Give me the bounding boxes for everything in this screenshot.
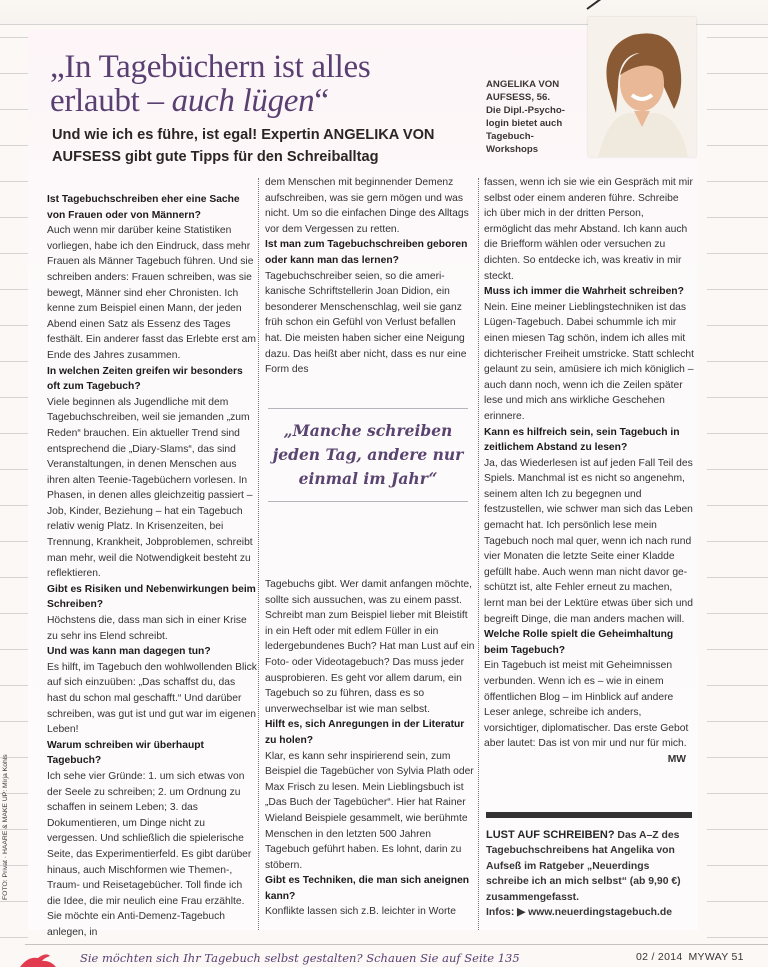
interview-answer: Höchstens die, dass man sich in einer Krise zu sehr ins Elend schreibt. [47,615,247,642]
interview-question: Gibt es Techniken, die man sich aneignen kann? [265,875,470,902]
interview-answer: Es hilft, im Tagebuch den wohlwollenden Blick auf sich einzuüben: „Das schaffst du, das hast du schon mal geschafft.“ Und darüber schreiben, was gut ist und gut war im eigenen Leben! [47,661,257,736]
interview-question: In welchen Zeiten greifen wir besonders oft zum Tagebuch? [47,365,243,393]
ruling-line [0,181,28,182]
ruling-line [707,433,768,434]
ruling-line [707,613,768,614]
ruling-line [707,361,768,362]
ruling-line [707,937,768,938]
ruling-line [707,145,768,146]
info-box-label: Infos: [486,907,515,919]
footer-rule [25,944,768,945]
interview-answer: Ich sehe vier Gründe: 1. um sich etwas von der Seele zu schreiben; 2. um Ordnung zu schaffen in seinem Leben; 3. das Dokumentieren, um Dinge nicht zu vergessen. Und schließlich die spielerische Seite, das Experimentierfeld. Es gibt darüber hinaus, auch Mischformen wie Themen-, Traum- und Reisetagebücher. Toll finde ich die Idee, die mir neulich eine Frau erzählte. Sie möchte ein Anti-Demenz-Tagebuch anlegen, in [47,770,252,938]
ruling-line [707,865,768,866]
pull-quote: „Manche schreiben jeden Tag, andere nur einmal im Jahr“ [268,408,468,502]
headline-line-2-wrap [50,84,478,118]
ruling-line [0,433,28,434]
ruling-line [0,73,28,74]
ruling-line [0,325,28,326]
ruling-line [0,685,28,686]
ruling-line [707,289,768,290]
headline-close-quote: “ [314,83,329,119]
ruling-line [707,829,768,830]
portrait-caption-name: ANGELIKA VON AUFSESS, 56. [486,79,560,103]
triangle-right-icon: ▶ [517,907,526,919]
ruling-line [0,613,28,614]
ruling-line [707,37,768,38]
interview-answer: Klar, es kann sehr inspirierend sein, zum Beispiel die Tagebücher von Sylvia Plath oder Max Frisch zu lesen. Mein Lieblingsbuch ist „Das Buch der Tagebücher“. Hier hat Rainer Wieland Beispiele gesammelt, wie berühmte Menschen in den letzten 500 Jahren Tagebuch geführt haben. Es lohnt, darin zu stöbern. [265,750,474,871]
ruling-line [0,469,28,470]
interview-question: Warum schreiben wir überhaupt Tagebuch? [47,739,204,767]
photo-credit: FOTO: Privat · HAARE & MAKE UP: Mirja Kohls [2,754,9,900]
subheadline: Und wie ich es führe, ist egal! Expertin ANGELIKA VON AUFSESS gibt gute Tipps für den Schreiballtag [52,127,435,165]
ruling-line [0,217,28,218]
ruling-line [707,541,768,542]
ruling-line [707,109,768,110]
ruling-line [707,217,768,218]
ruling-line [707,325,768,326]
ruling-line [707,901,768,902]
column-divider-1 [258,178,259,930]
ruling-line [707,253,768,254]
ruling-line [707,577,768,578]
interview-question: Ist Tagebuchschreiben eher eine Sache von Frauen oder von Männern? [47,194,240,221]
magazine-name: MYWAY [688,951,729,963]
interview-answer: Ein Tagebuch ist meist mit Geheimnissen verbunden. Wenn ich es – wie in einem öffentlichen Blog – im Hinblick auf andere Leser anlege, schreibe ich anders, vorsichtiger, diplomatischer. Das erste Gebot aber lautet: Das ist von mir und nur für mich. MW [484,658,694,752]
interview-answer: Ja, das Wiederlesen ist auf jeden Fall Teil des Spiels. Manchmal ist es nicht so angenehm, seinem alten Ich zu begegnen und festzustellen, wie schwer man sich das Leben gemacht hat. Ich persönlich lese mein Tagebuch noch mal quer, wenn ich nach rund vier Monaten die letzte Seite einer Kladde gefüllt habe. Auch wenn man nicht davor geschützt ist, alte Fehler erneut zu machen, lernt man bei der Lektüre etwas über sich und begreift Dinge, die man anders machen will. [484,457,693,625]
ruling-line [0,541,28,542]
headline [50,50,478,118]
interview-question: Ist man zum Tagebuchschreiben geboren oder kann man das lernen? [265,239,468,266]
info-box-body: Das A–Z des Tagebuchschreibens hat Angelika von Aufseß im Ratgeber „Neuerdings schreibe ich an mich selbst“ (ab 9,90 €) zusammengefasst. [486,830,681,903]
interview-question: Kann es hilfreich sein, sein Tagebuch in zeitlichem Abstand zu lesen? [484,426,680,454]
headline-italic: auch lügen [171,83,315,119]
ruling-line [707,181,768,182]
ruling-line [0,649,28,650]
issue-date: 02 / 2014 [636,951,683,963]
interview-answer: Nein. Eine meiner Lieblingstechniken ist das Lügen-Tagebuch. Dabei schummle ich mir einen miesen Tag schön, indem ich alles mit dichterischer Freiheit umstricke. Statt schlecht gelaunt zu sein, amüsiere ich mich königlich – auch dann noch, wenn ich die Zeilen später lese und mich ans wirkliche Geschehen erinnere. [484,301,695,422]
column-divider-2 [478,178,479,930]
portrait-caption [486,78,584,156]
ruling-line [707,757,768,758]
margin-ruling-right [707,25,768,925]
ruling-line [0,289,28,290]
ruling-line [707,397,768,398]
ruling-line [707,685,768,686]
interview-answer: dem Menschen mit beginnender Demenz aufschreiben, was sie gern mögen und was nicht. Um so die einfachen Dinge des Alltags vor dem Vergessen zu retten. [265,177,469,235]
footer-teaser: Sie möchten sich Ihr Tagebuch selbst gestalten? Schauen Sie auf Seite 135 [80,951,520,965]
interview-question: Gibt es Risiken und Nebenwirkungen beim Schreiben? [47,583,256,611]
interview-answer: Viele beginnen als Jugendliche mit dem Tagebuchschreiben, weil sie jemanden „zum Reden“ brauchen. Ein aktueller Trend sind entsprechend die „Diary-Slams“, das sind Veranstaltungen, in denen Menschen aus ihren alten Teenie-Tagebüchern vorlesen. In Phasen, in denen alles gleichzeitig passiert – Job, Kinder, Beziehung – hat ein Tagebuch relativ wenig Platz. In Krisenzeiten, bei Trennung, Krankheit, Jobproblemen, schreibt man mehr, weil die Notwendigkeit besteht zu reflektieren. [47,396,253,580]
ruling-line [707,73,768,74]
article-column-2-bottom [265,577,475,920]
article-column-1 [47,192,257,941]
headline-line-2: erlaubt – [50,83,172,119]
info-box-lead: LUST AUF SCHREIBEN? [486,829,615,841]
article-column-2-top [265,175,475,400]
interview-question: Welche Rolle spielt die Geheimhaltung beim Tagebuch? [484,629,674,656]
ruling-line [0,145,28,146]
interview-answer: Tagebuchschreiber seien, so die amerikanische Schriftstellerin Joan Didion, ein besonderer Menschenschlag, weil sie ganz früh schon ein Gefühl von Verlust befallen hat. Die meisten haben sicher eine Neigung dazu. Das heißt aber nicht, dass es nur eine Form des [265,270,467,376]
ruling-line [0,37,28,38]
article-column-3 [484,175,694,768]
interview-question: Hilft es, sich Anregungen in der Literatur zu holen? [265,719,465,746]
ruling-line [0,397,28,398]
portrait-caption-text: Die Dipl.-Psychologin bietet auch Tagebuch-Workshops [486,105,565,155]
author-signoff: MW [667,753,686,765]
ribbon-icon [20,952,60,967]
ruling-line [0,505,28,506]
ruling-line [707,793,768,794]
portrait-illustration [588,17,696,157]
info-box-link[interactable]: www.neuerdingstagebuch.de [528,907,673,919]
ruling-line [0,937,28,938]
portrait-photo [588,17,696,157]
info-box [486,812,692,920]
ruling-line [0,361,28,362]
interview-answer: fassen, wenn ich sie wie ein Gespräch mit mir selbst oder einem anderen führe. Schreibe ich über mich in der dritten Person, ermöglicht das mehr Abstand. Ich kann auch die Briefform wählen oder versuchen zu dichten. So entdecke ich, was kreativ in mir steckt. [484,177,693,282]
ruling-line [707,721,768,722]
page-folio [636,951,744,963]
ruling-line [0,577,28,578]
headline-line-1: „In Tagebüchern ist alles [50,49,371,85]
interview-question: Und was kann man dagegen tun? [47,646,211,658]
interview-answer: Auch wenn mir darüber keine Statistiken vorliegen, habe ich den Eindruck, dass mehr Frauen als Männer Tagebuch führen. Und sie schreiben anders: Frauen schreiben, was sie bewegt, Männer sind eher Chronisten. Ich kenne zum Beispiel einen Mann, der jeden Abend einen Satz als Essenz des Tages festhält. Ein anderer fasst das Erlebte erst am Ende des Jahres zusammen. [47,225,256,361]
ruling-line [0,109,28,110]
ruling-line [707,469,768,470]
interview-answer: Konflikte lassen sich z.B. leichter in Worte [265,906,456,918]
ruling-line [0,901,28,902]
interview-answer: Tagebuchs gibt. Wer damit anfangen möchte, sollte sich aussuchen, was zu einem passt. Schreibt man zum Beispiel lieber mit Bleistift in ein Heft oder mit edlem Füller in ein ledergebundenes Buch? Hat man Lust auf ein Foto- oder Videotagebuch? Das muss jeder ausprobieren. Es geht vor allem darum, ein Tagebuch so zu führen, dass es so unverwechselbar ist wie man selbst. [265,579,475,715]
interview-question: Muss ich immer die Wahrheit schreiben? [484,286,684,298]
ruling-line [707,505,768,506]
ruling-line [707,649,768,650]
page-number: 51 [731,951,744,963]
ruling-line [0,253,28,254]
